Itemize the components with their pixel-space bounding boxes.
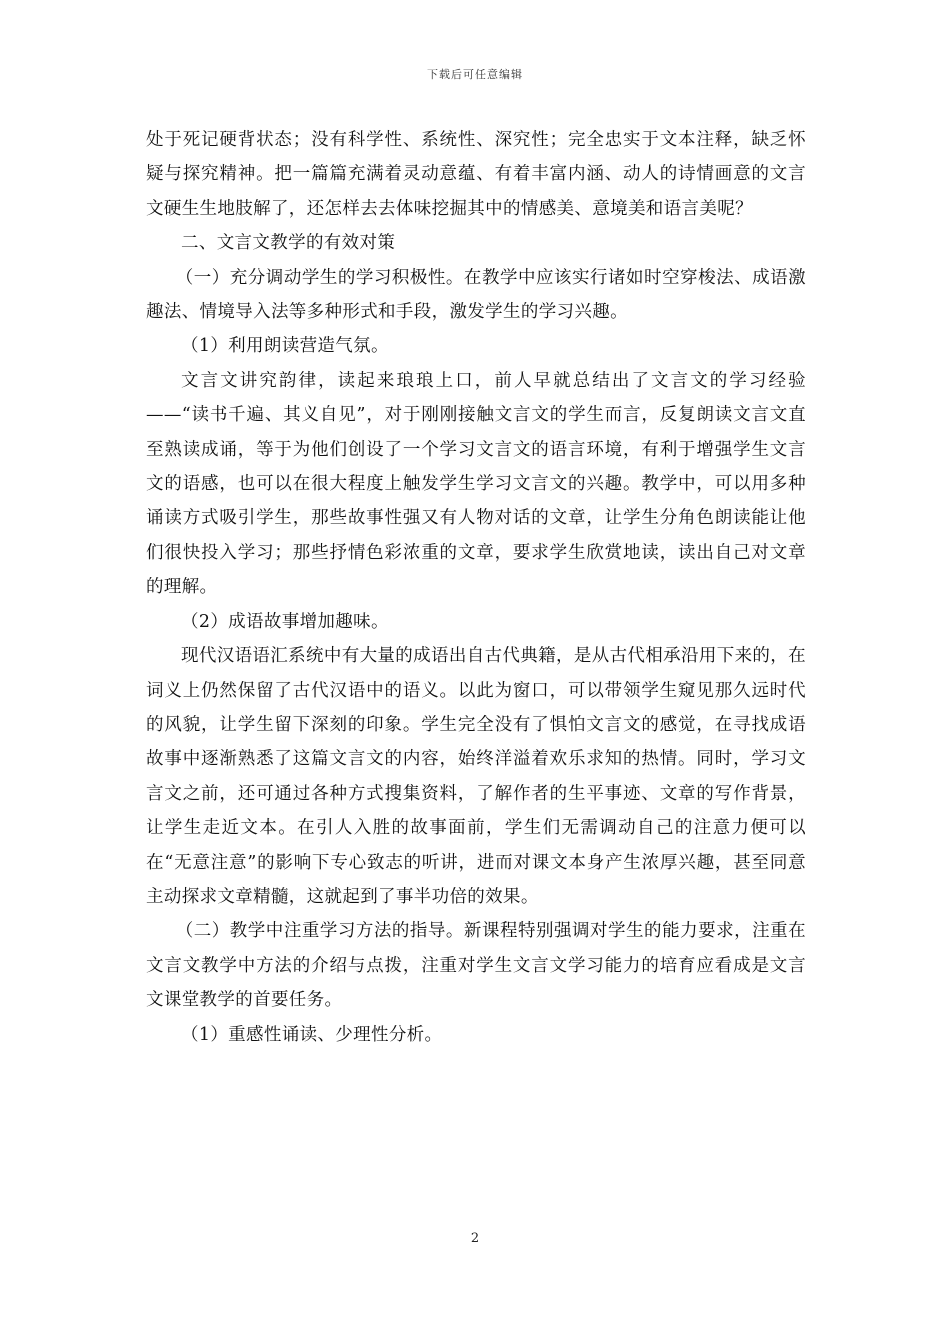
paragraph-idioms: 现代汉语语汇系统中有大量的成语出自古代典籍，是从古代相承沿用下来的，在词义上仍然保留了古代汉语中的语义。以此为窗口，可以带领学生窥见那久远时代的风貌，让学生留下深刻的印象。学生完全没有了惧怕文言文的感觉，在寻找成语故事中逐渐熟悉了这篇文言文的内容，始终洋溢着欢乐求知的热情。同时，学习文言文之前，还可通过各种方式搜集资料，了解作者的生平事迹、文章的写作背景，让学生走近文本。在引人入胜的故事面前，学生们无需调动自己的注意力便可以在“无意注意”的影响下专心致志的听讲，进而对课文本身产生浓厚兴趣，甚至同意主动探求文章精髓，这就起到了事半功倍的效果。 — [146, 646, 806, 907]
page-header: 下载后可任意编辑 — [427, 68, 523, 81]
point-heading-reading: （1）利用朗读营造气氛。 — [181, 336, 389, 357]
paragraph-continuation: 处于死记硬背状态；没有科学性、系统性、深究性；完全忠实于文本注释，缺乏怀疑与探究精神。把一篇篇充满着灵动意蕴、有着丰富内涵、动人的诗情画意的文言文硬生生地肢解了，还怎样去去体味挖掘其中的情感美、意境美和语言美呢？ — [146, 130, 806, 219]
subsection-heading-methods: （二）教学中注重学习方法的指导。新课程特别强调对学生的能力要求，注重在文言文教学中方法的介绍与点拨，注重对学生文言文学习能力的培育应看成是文言文课堂教学的首要任务。 — [146, 921, 806, 1011]
page-number: 2 — [470, 1231, 480, 1246]
paragraph-reading: 文言文讲究韵律，读起来琅琅上口，前人早就总结出了文言文的学习经验——“读书千遍、其义自见”，对于刚刚接触文言文的学生而言，反复朗读文言文直至熟读成诵，等于为他们创设了一个学习文言文的语言环境，有利于增强学生文言文的语感，也可以在很大程度上触发学生学习文言文的兴趣。教学中，可以用多种诵读方式吸引学生，那些故事性强又有人物对话的文章，让学生分角色朗读能让他们很快投入学习；那些抒情色彩浓重的文章，要求学生欣赏地读，读出自己对文章的理解。 — [146, 370, 806, 598]
section-heading-strategies: 二、文言文教学的有效对策 — [181, 233, 396, 254]
point-heading-perceptual-reading: （1）重感性诵读、少理性分析。 — [181, 1024, 443, 1045]
document-body — [146, 123, 806, 1052]
point-heading-idioms: （2）成语故事增加趣味。 — [181, 611, 389, 632]
subsection-heading-motivation: （一）充分调动学生的学习积极性。在教学中应该实行诸如时空穿梭法、成语激趣法、情境导入法等多种形式和手段，激发学生的学习兴趣。 — [146, 267, 806, 323]
